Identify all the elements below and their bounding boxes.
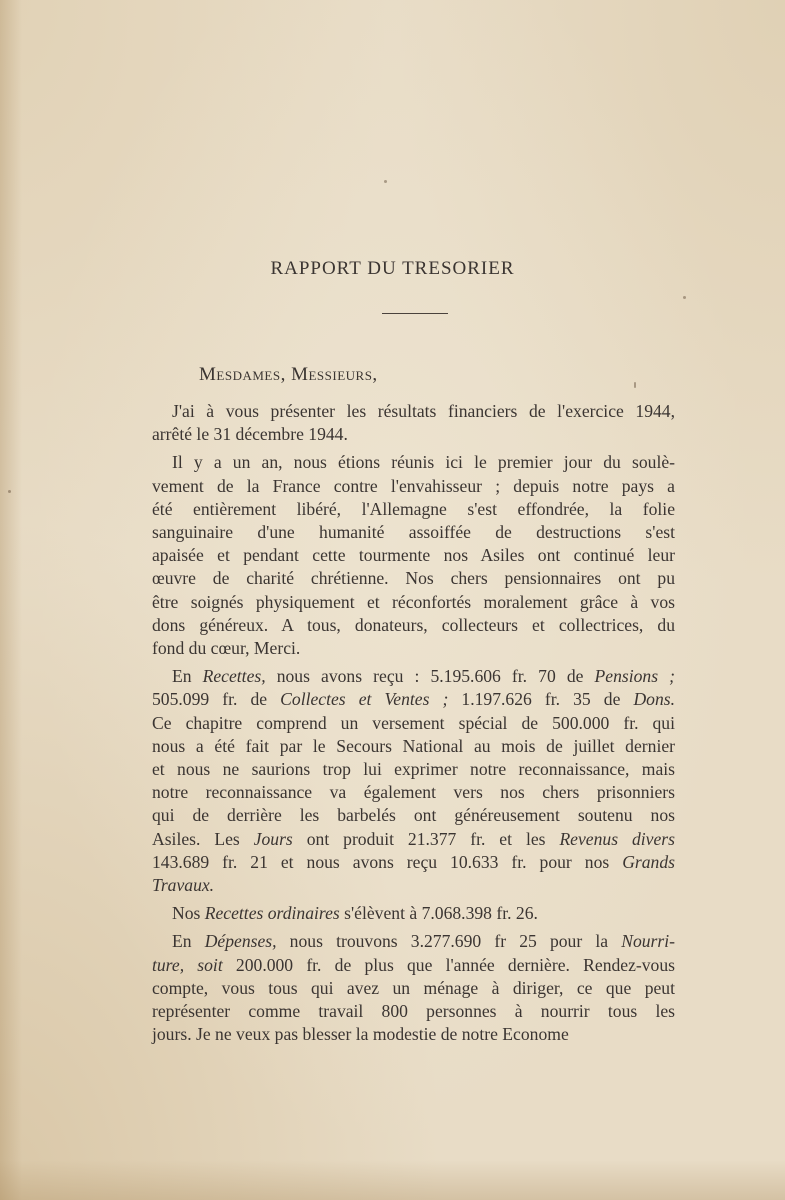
page-edge-shadow-left <box>0 0 22 1200</box>
page-edge-shadow-bottom <box>0 1160 785 1200</box>
salutation: Mesdames, Messieurs, <box>199 364 378 385</box>
paragraph <box>152 451 675 660</box>
text-line: Ce chapitre comprend un versement spécial de 500.000 fr. qui <box>152 712 675 733</box>
text-line: vement de la France contre l'envahisseur ; depuis notre pays a <box>152 475 675 496</box>
text-line: notre reconnaissance va également vers nos chers prisonniers <box>152 782 675 803</box>
paragraph <box>152 665 675 897</box>
text-line: Asiles. Les Jours ont produit 21.377 fr. et les Revenus divers <box>152 828 675 849</box>
report-body <box>152 400 675 1051</box>
paragraph <box>152 930 675 1046</box>
text-line: été entièrement libéré, l'Allemagne s'est effondrée, la folie <box>152 498 675 519</box>
text-line: Nos Recettes ordinaires s'élèvent à 7.068.398 fr. 26. <box>172 903 538 924</box>
text-line: arrêté le 31 décembre 1944. <box>152 424 348 445</box>
text-line: Il y a un an, nous étions réunis ici le premier jour du soulè- <box>172 452 675 473</box>
paragraph <box>152 902 675 925</box>
page-title: RAPPORT DU TRESORIER <box>270 258 515 279</box>
paper-speck <box>384 180 387 183</box>
paper-speck <box>634 382 636 388</box>
text-line: œuvre de charité chrétienne. Nos chers pensionnaires ont pu <box>152 568 675 589</box>
text-line: fond du cœur, Merci. <box>152 638 301 659</box>
paragraph <box>152 400 675 446</box>
text-line: représenter comme travail 800 personnes à nourrir tous les <box>152 1001 675 1022</box>
paper-speck <box>683 296 686 299</box>
text-line: dons généreux. A tous, donateurs, collecteurs et collectrices, du <box>152 614 675 635</box>
title-rule <box>382 313 448 314</box>
text-line: jours. Je ne veux pas blesser la modestie de notre Econome <box>152 1024 569 1045</box>
text-line: ture, soit 200.000 fr. de plus que l'année dernière. Rendez-vous <box>152 954 675 975</box>
text-line: J'ai à vous présenter les résultats financiers de l'exercice 1944, <box>172 401 675 421</box>
text-line: nous a été fait par le Secours National au mois de juillet dernier <box>152 735 675 756</box>
text-line: 505.099 fr. de Collectes et Ventes ; 1.197.626 fr. 35 de Dons. <box>152 689 675 710</box>
text-line: sanguinaire d'une humanité assoiffée de destructions s'est <box>152 522 675 543</box>
text-line: 143.689 fr. 21 et nous avons reçu 10.633 fr. pour nos Grands <box>152 851 675 872</box>
text-line: En Dépenses, nous trouvons 3.277.690 fr 25 pour la Nourri- <box>172 931 675 952</box>
paper-speck <box>8 490 11 493</box>
text-line: En Recettes, nous avons reçu : 5.195.606 fr. 70 de Pensions ; <box>172 666 675 687</box>
text-line: être soignés physiquement et réconfortés moralement grâce à vos <box>152 591 675 612</box>
text-line: apaisée et pendant cette tourmente nos Asiles ont continué leur <box>152 545 675 566</box>
text-line: compte, vous tous qui avez un ménage à diriger, ce que peut <box>152 977 675 998</box>
text-line: et nous ne saurions trop lui exprimer notre reconnaissance, mais <box>152 759 675 780</box>
text-line: Travaux. <box>152 875 215 896</box>
text-line: qui de derrière les barbelés ont généreusement soutenu nos <box>152 805 675 826</box>
